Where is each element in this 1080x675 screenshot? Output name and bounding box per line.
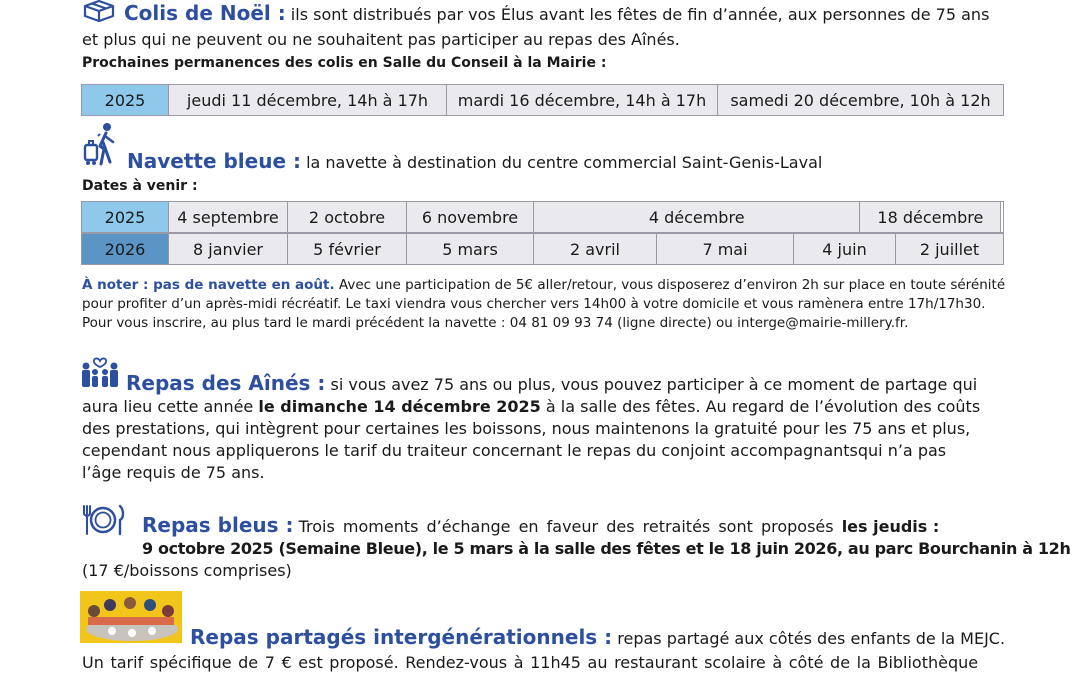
date-cell: 5 mars [407,234,534,265]
navette-note [82,276,1005,333]
repas-aines-block [82,372,1004,484]
repas-partages-line2: Un tarif spécifique de 7 € est proposé. Rendez-vous à 11h45 au restaurant scolaire à côté de la Bibliothèque [82,653,979,672]
navette-line [127,150,822,174]
navette-title: Navette bleue : [127,149,301,173]
date-cell: mardi 16 décembre, 14h à 17h [447,85,718,116]
repas-bleus-line3: (17 €/boissons comprises) [82,561,292,580]
repas-aines-line4: cependant nous appliquerons le tarif du traiteur concernant le repas du conjoint accompagnantsqui n’a pas [82,441,947,460]
year-cell: 2025 [82,85,169,116]
table-row [82,202,1004,233]
date-cell: 2 juillet [896,234,1004,265]
colis-permanences-label: Prochaines permanences des colis en Salle du Conseil à la Mairie : [82,55,607,71]
repas-partages-line1 [190,626,1005,650]
date-cell: 8 janvier [169,234,288,265]
repas-aines-line3: des prestations, qui intègrent pour certaines les boissons, nous maintenons la gratuité pour les 75 ans et plus, [82,419,971,438]
date-cell: 18 décembre [860,202,1001,233]
shared-meal-photo [80,591,182,643]
repas-bleus-line2: 9 octobre 2025 (Semaine Bleue), le 5 mars à la salle des fêtes et le 18 juin 2026, au parc Bourchanin à 12h [142,539,1071,558]
navette-note-text1: Avec une participation de 5€ aller/retour, vous disposerez d’environ 2h sur place en toute sérénité [334,277,1006,293]
repas-aines-line1-wrap [82,372,1004,396]
colis-title: Colis de Noël : [124,1,286,25]
empty-cell [1001,202,1004,233]
repas-aines-line2-wrap [82,396,1004,418]
gift-box-icon [82,0,116,22]
navette-note-line1 [82,276,1005,295]
date-cell: 4 décembre [534,202,860,233]
colis-line1 [124,2,989,26]
navette-dates-label: Dates à venir : [82,178,198,194]
date-cell: 4 juin [794,234,896,265]
navette-note-line2: pour profiter d’un après-midi récréatif. Le taxi viendra vous chercher vers 14h00 à votre domicile et vous ramènera entre 17h/17h30. [82,296,986,312]
table-row [82,234,1004,265]
navette-dates-table-2026 [81,233,1004,265]
date-cell: jeudi 11 décembre, 14h à 17h [169,85,447,116]
colis-text-line2: et plus qui ne peuvent ou ne souhaitent pas participer au repas des Aînés. [82,30,680,49]
date-cell: 2 octobre [288,202,407,233]
navette-note-line3: Pour vous inscrire, au plus tard le mardi précédent la navette : 04 81 09 93 74 (ligne directe) ou interge@mairie-millery.fr. [82,315,909,331]
repas-aines-line2-bold: le dimanche 14 décembre 2025 [258,397,541,416]
table-row [82,85,1004,116]
repas-aines-title: Repas des Aînés : [126,371,326,395]
date-cell: 2 avril [534,234,657,265]
colis-text-line1: ils sont distribués par vos Élus avant les fêtes de fin d’année, aux personnes de 75 ans [290,5,990,24]
date-cell: 5 février [288,234,407,265]
repas-aines-line1: si vous avez 75 ans ou plus, vous pouvez participer à ce moment de partage qui [330,375,978,394]
repas-partages-text1: repas partagé aux côtés des enfants de la MEJC. [617,629,1006,648]
repas-aines-line2-pre: aura lieu cette année [82,397,259,416]
repas-aines-line2-post: à la salle des fêtes. Au regard de l’évolution des coûts [540,397,981,416]
repas-bleus-block [82,513,1071,582]
repas-bleus-title: Repas bleus : [142,513,294,537]
repas-bleus-line1-text: Trois moments d’échange en faveur des retraités sont proposés [298,517,842,536]
date-cell: 7 mai [657,234,794,265]
date-cell: 6 novembre [407,202,534,233]
colis-permanences-table [81,84,1004,116]
navette-text: la navette à destination du centre commercial Saint-Genis-Laval [306,153,823,172]
repas-bleus-line1 [82,514,1004,538]
year-cell: 2026 [82,234,169,265]
date-cell: samedi 20 décembre, 10h à 12h [718,85,1004,116]
repas-partages-title: Repas partagés intergénérationnels : [190,625,613,649]
date-cell: 4 septembre [169,202,288,233]
traveler-icon [82,122,122,168]
repas-aines-line5: l’âge requis de 75 ans. [82,463,265,482]
navette-dates-table [81,201,1004,233]
year-cell: 2025 [82,202,169,233]
navette-note-bold: À noter : pas de navette en août. [82,277,335,293]
repas-bleus-line1-bold: les jeudis : [841,517,940,536]
